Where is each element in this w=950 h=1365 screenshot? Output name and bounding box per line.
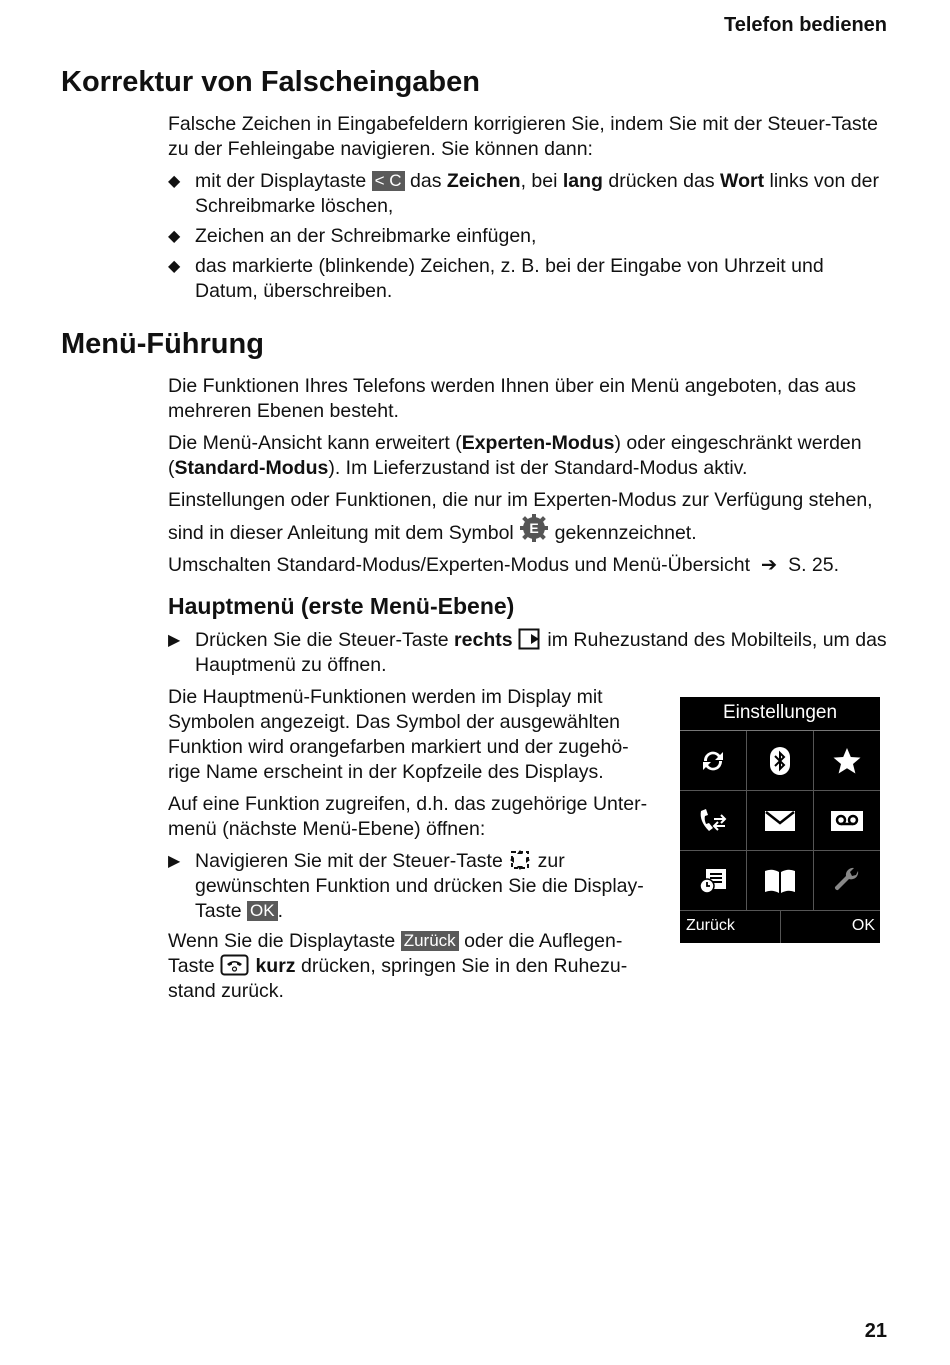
mainmenu-p3: Wenn Sie die Displaytaste Zurück oder die Auflegen-Taste kurz drücken, springen Sie in den Ruhezu-stand zurück.: [168, 930, 628, 1002]
softkey-bar: [680, 910, 880, 943]
display-mockup: [680, 697, 880, 943]
list-item: ◆ Zeichen an der Schreibmarke einfügen,: [168, 225, 537, 247]
list-item: ◆ mit der Displaytaste < C das Zeichen, bei lang drücken das Wort links von der Schreibmarke löschen,: [168, 170, 879, 217]
phonebook-icon[interactable]: [747, 851, 813, 910]
wrench-icon[interactable]: [814, 851, 880, 910]
page-reference-link[interactable]: S. 25.: [788, 554, 840, 576]
menu-p3: Einstellungen oder Funktionen, die nur im Experten-Modus zur Verfügung stehen, sind in dieser Anleitung mit dem Symbol E gekennzeichnet.: [168, 489, 873, 544]
end-call-key-icon: [220, 954, 250, 976]
page-number: 21: [864, 1320, 887, 1342]
message-icon[interactable]: [747, 791, 813, 850]
triangle-bullet-icon: ▶: [168, 853, 181, 870]
correction-list: [168, 169, 888, 304]
running-header: Telefon bedienen: [724, 14, 887, 36]
softkey-back[interactable]: Zurück: [686, 917, 735, 934]
menu-p2: Die Menü-Ansicht kann erweitert (Experten-Modus) oder eingeschränkt werden (Standard-Modus). Im Lieferzustand ist der Standard-Modus aktiv.: [168, 432, 862, 479]
call-forward-icon[interactable]: [680, 791, 746, 850]
section-title-correction: Korrektur von Falscheingaben: [61, 66, 480, 98]
correction-intro: Falsche Zeichen in Eingabefeldern korrigieren Sie, indem Sie mit der Steuer-Taste zu der Fehleingabe navigieren. Sie können dann:: [168, 113, 878, 160]
mainmenu-p2: Auf eine Funktion zugreifen, d.h. das zugehörige Unter-menü (nächste Menü-Ebene) öffnen:: [168, 793, 648, 840]
control-key-right-icon: [518, 628, 542, 650]
correction-body: [168, 112, 888, 309]
list-item: ▶ Navigieren Sie mit der Steuer-Taste zur gewünschten Funktion und drücken Sie die Display-Taste OK .: [168, 850, 644, 922]
softkey-ok[interactable]: OK: [851, 917, 875, 934]
expert-mode-icon: [519, 513, 549, 543]
ok-key-icon: OK: [247, 901, 278, 921]
softkey-divider: [780, 911, 781, 943]
svg-text:E: E: [529, 520, 539, 536]
list-item: ▶ Drücken Sie die Steuer-Taste rechts im Ruhezustand des Mobilteils, um das Hauptmenü zu öffnen.: [168, 629, 887, 676]
diamond-bullet-icon: ◆: [168, 258, 181, 275]
back-key-icon: Zurück: [401, 931, 459, 951]
diamond-bullet-icon: ◆: [168, 228, 181, 245]
list-item: ◆ das markierte (blinkende) Zeichen, z. B. bei der Eingabe von Uhrzeit und Datum, überschreiben.: [168, 255, 824, 302]
section-title-menu: Menü-Führung: [61, 328, 264, 360]
mainmenu-p1: Die Hauptmenü-Funktionen werden im Display mit Symbolen angezeigt. Das Symbol der ausgewählten Funktion wird orangefarben markiert und der zugehö-rige Name erscheint in der Kopfzeile des Displays.: [168, 686, 629, 783]
menu-p4: Umschalten Standard-Modus/Experten-Modus und Menü-Übersicht ➔ S. 25.: [168, 554, 840, 576]
display-title: Einstellungen: [680, 697, 880, 731]
menu-body: [168, 374, 888, 585]
voicemail-icon[interactable]: [814, 791, 880, 850]
mainmenu-step1: [168, 628, 888, 683]
subsection-title-mainmenu: Hauptmenü (erste Menü-Ebene): [168, 593, 515, 619]
star-icon[interactable]: [814, 731, 880, 790]
alarm-list-icon[interactable]: [680, 851, 746, 910]
control-key-icon: [508, 849, 532, 871]
triangle-bullet-icon: ▶: [168, 632, 181, 649]
icon-grid: [680, 731, 880, 910]
sync-icon[interactable]: [680, 731, 746, 790]
arrow-right-icon: ➔: [760, 554, 778, 576]
mainmenu-body: [168, 685, 658, 1011]
bluetooth-icon[interactable]: [747, 731, 813, 790]
diamond-bullet-icon: ◆: [168, 173, 181, 190]
menu-p1: Die Funktionen Ihres Telefons werden Ihnen über ein Menü angeboten, das aus mehreren Ebenen besteht.: [168, 375, 857, 422]
delete-key-icon: < C: [372, 171, 405, 191]
